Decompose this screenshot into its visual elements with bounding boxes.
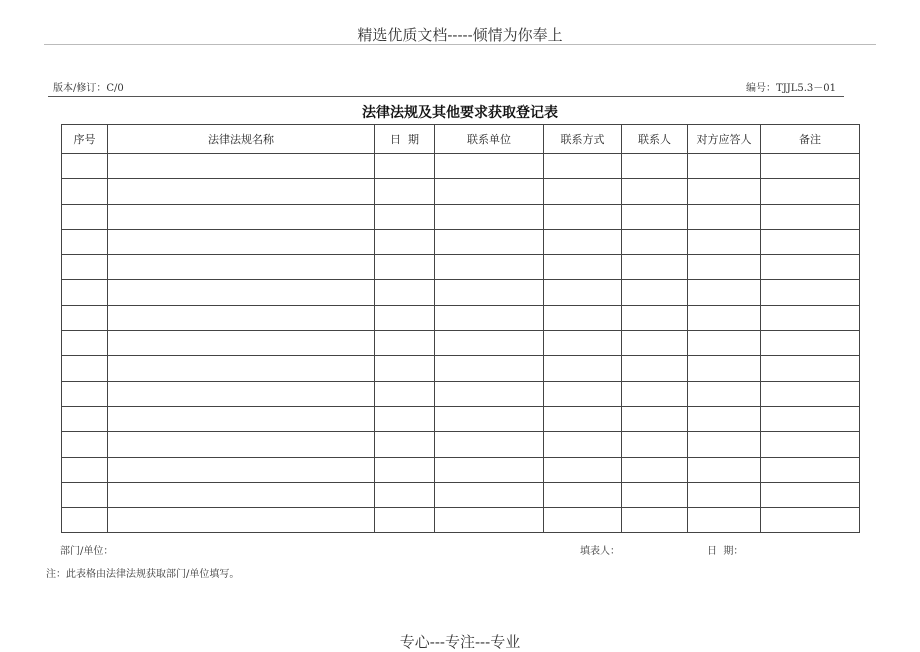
table-cell[interactable]: [622, 255, 688, 280]
table-cell[interactable]: [761, 356, 860, 381]
table-cell[interactable]: [375, 280, 435, 305]
column-header-regulation-name: 法律法规名称: [108, 125, 375, 154]
table-row: [62, 482, 860, 507]
table-cell[interactable]: [62, 432, 108, 457]
table-row: [62, 457, 860, 482]
table-cell[interactable]: [544, 179, 622, 204]
table-cell[interactable]: [375, 229, 435, 254]
column-header-contact-method: 联系方式: [544, 125, 622, 154]
table-header-row: [62, 125, 860, 154]
table-cell[interactable]: [108, 331, 375, 356]
column-header-contact-unit: 联系单位: [435, 125, 544, 154]
table-cell[interactable]: [688, 457, 761, 482]
table-cell[interactable]: [688, 508, 761, 533]
table-cell[interactable]: [108, 229, 375, 254]
table-cell[interactable]: [761, 179, 860, 204]
table-cell[interactable]: [375, 508, 435, 533]
table-cell[interactable]: [435, 432, 544, 457]
table-row: [62, 331, 860, 356]
table-cell[interactable]: [688, 331, 761, 356]
table-cell[interactable]: [108, 305, 375, 330]
filler-field-label: 填表人：: [580, 546, 620, 557]
table-cell[interactable]: [108, 179, 375, 204]
page-banner: 精选优质文档-----倾情为你奉上: [357, 26, 563, 44]
column-header-date: 日 期: [375, 125, 435, 154]
table-row: [62, 204, 860, 229]
table-cell[interactable]: [544, 356, 622, 381]
table-cell[interactable]: [435, 229, 544, 254]
table-cell[interactable]: [435, 508, 544, 533]
table-cell[interactable]: [435, 331, 544, 356]
table-cell[interactable]: [375, 356, 435, 381]
table-cell[interactable]: [688, 179, 761, 204]
table-cell[interactable]: [62, 406, 108, 431]
date-field-label: 日 期：: [707, 546, 744, 557]
table-cell[interactable]: [688, 356, 761, 381]
table-cell[interactable]: [435, 482, 544, 507]
table-cell[interactable]: [108, 432, 375, 457]
table-cell[interactable]: [435, 204, 544, 229]
table-cell[interactable]: [62, 381, 108, 406]
table-cell[interactable]: [688, 255, 761, 280]
table-cell[interactable]: [761, 432, 860, 457]
table-body: [62, 154, 860, 533]
table-cell[interactable]: [108, 154, 375, 179]
table-cell[interactable]: [544, 381, 622, 406]
table-cell[interactable]: [688, 381, 761, 406]
table-cell[interactable]: [62, 229, 108, 254]
table-cell[interactable]: [688, 229, 761, 254]
table-cell[interactable]: [435, 406, 544, 431]
table-row: [62, 381, 860, 406]
table-cell[interactable]: [622, 356, 688, 381]
table-cell[interactable]: [544, 229, 622, 254]
table-row: [62, 406, 860, 431]
table-cell[interactable]: [108, 356, 375, 381]
table-cell[interactable]: [108, 406, 375, 431]
table-cell[interactable]: [544, 406, 622, 431]
table-cell[interactable]: [435, 305, 544, 330]
table-cell[interactable]: [761, 204, 860, 229]
table-cell[interactable]: [375, 331, 435, 356]
table-cell[interactable]: [375, 204, 435, 229]
table-cell[interactable]: [435, 457, 544, 482]
table-cell[interactable]: [688, 280, 761, 305]
table-cell[interactable]: [375, 457, 435, 482]
table-cell[interactable]: [62, 280, 108, 305]
document-code: 编号：TJJL5.3－01: [746, 83, 836, 94]
table-cell[interactable]: [622, 229, 688, 254]
table-cell[interactable]: [761, 406, 860, 431]
column-header-remarks: 备注: [761, 125, 860, 154]
table-cell[interactable]: [435, 154, 544, 179]
table-cell[interactable]: [544, 305, 622, 330]
table-cell[interactable]: [108, 280, 375, 305]
department-field-label: 部门/单位：: [60, 546, 114, 557]
table-cell[interactable]: [435, 179, 544, 204]
table-row: [62, 305, 860, 330]
table-cell[interactable]: [62, 356, 108, 381]
table-cell[interactable]: [688, 482, 761, 507]
table-cell[interactable]: [761, 381, 860, 406]
table-cell[interactable]: [761, 154, 860, 179]
table-cell[interactable]: [62, 457, 108, 482]
table-cell[interactable]: [622, 457, 688, 482]
table-cell[interactable]: [544, 457, 622, 482]
column-header-respondent: 对方应答人: [688, 125, 761, 154]
header-divider: [48, 96, 844, 97]
table-cell[interactable]: [622, 204, 688, 229]
table-cell[interactable]: [435, 280, 544, 305]
table-cell[interactable]: [375, 381, 435, 406]
table-cell[interactable]: [622, 179, 688, 204]
table-cell[interactable]: [62, 331, 108, 356]
table-cell[interactable]: [622, 280, 688, 305]
table-cell[interactable]: [108, 482, 375, 507]
table-cell[interactable]: [375, 482, 435, 507]
table-cell[interactable]: [375, 154, 435, 179]
table-cell[interactable]: [544, 154, 622, 179]
table-cell[interactable]: [544, 204, 622, 229]
table-cell[interactable]: [108, 204, 375, 229]
table-cell[interactable]: [761, 457, 860, 482]
table-cell[interactable]: [622, 482, 688, 507]
table-cell[interactable]: [622, 508, 688, 533]
table-row: [62, 179, 860, 204]
table-row: [62, 356, 860, 381]
form-title: 法律法规及其他要求获取登记表: [362, 105, 558, 121]
table-cell[interactable]: [622, 406, 688, 431]
table-cell[interactable]: [622, 432, 688, 457]
table-cell[interactable]: [544, 280, 622, 305]
table-cell[interactable]: [761, 255, 860, 280]
table-row: [62, 432, 860, 457]
table-cell[interactable]: [375, 432, 435, 457]
table-cell[interactable]: [62, 204, 108, 229]
table-cell[interactable]: [544, 255, 622, 280]
column-header-index: 序号: [62, 125, 108, 154]
table-row: [62, 280, 860, 305]
table-cell[interactable]: [622, 305, 688, 330]
table-cell[interactable]: [622, 331, 688, 356]
table-cell[interactable]: [62, 179, 108, 204]
table-cell[interactable]: [544, 508, 622, 533]
table-cell[interactable]: [544, 331, 622, 356]
table-cell[interactable]: [108, 508, 375, 533]
table-cell[interactable]: [688, 154, 761, 179]
table-cell[interactable]: [688, 432, 761, 457]
table-cell[interactable]: [622, 154, 688, 179]
form-note: 注：此表格由法律法规获取部门/单位填写。: [46, 569, 240, 580]
table-cell[interactable]: [688, 406, 761, 431]
table-cell[interactable]: [544, 482, 622, 507]
registration-table: [61, 124, 860, 533]
table-cell[interactable]: [375, 305, 435, 330]
table-cell[interactable]: [761, 229, 860, 254]
table-cell[interactable]: [435, 381, 544, 406]
table-cell[interactable]: [761, 482, 860, 507]
column-header-contact-person: 联系人: [622, 125, 688, 154]
table-row: [62, 508, 860, 533]
table-cell[interactable]: [761, 331, 860, 356]
table-cell[interactable]: [761, 280, 860, 305]
table-cell[interactable]: [62, 482, 108, 507]
table-cell[interactable]: [375, 255, 435, 280]
table-cell[interactable]: [62, 255, 108, 280]
table-cell[interactable]: [62, 508, 108, 533]
table-cell[interactable]: [761, 508, 860, 533]
banner-divider: [44, 44, 876, 45]
table-cell[interactable]: [108, 255, 375, 280]
table-cell[interactable]: [622, 381, 688, 406]
table-cell[interactable]: [375, 406, 435, 431]
table-cell[interactable]: [688, 204, 761, 229]
table-cell[interactable]: [761, 305, 860, 330]
table-cell[interactable]: [108, 381, 375, 406]
table-cell[interactable]: [435, 356, 544, 381]
table-row: [62, 255, 860, 280]
version-label: 版本/修订：C/0: [53, 83, 124, 94]
table-cell[interactable]: [62, 305, 108, 330]
table-cell[interactable]: [435, 255, 544, 280]
table-cell[interactable]: [108, 457, 375, 482]
table-row: [62, 154, 860, 179]
table-cell[interactable]: [62, 154, 108, 179]
table-cell[interactable]: [688, 305, 761, 330]
page-footer-slogan: 专心---专注---专业: [399, 633, 521, 651]
table-row: [62, 229, 860, 254]
table-cell[interactable]: [375, 179, 435, 204]
table-cell[interactable]: [544, 432, 622, 457]
